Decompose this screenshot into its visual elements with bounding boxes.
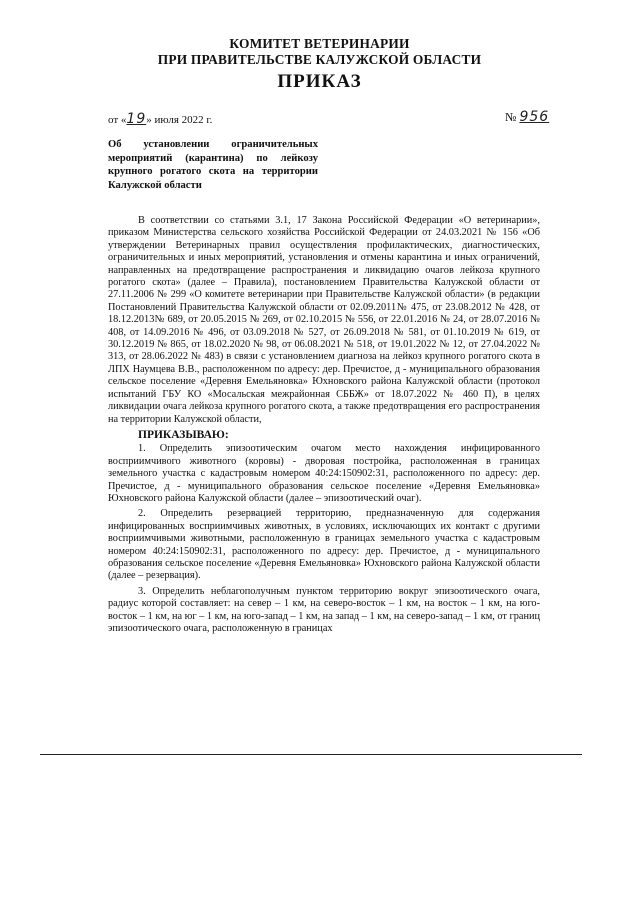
order-word: ПРИКАЗЫВАЮ: (138, 428, 229, 441)
number-prefix: № (505, 110, 520, 124)
order-item: 1. Определить эпизоотическим очагом место нахождения инфицированного восприимчивого животного (коровы) - дворовая постройка, расположенная в границах земельного участка с кадастровым номером 40:24:150902:31, расположенного по адресу: дер. Пречистое, д - муниципального образования сельское поселение «Деревня Емельяновка» Юхновского района Калужской области (далее – эпизоотический очаг). (108, 443, 540, 504)
order-date (108, 111, 212, 127)
order-item: 3. Определить неблагополучным пунктом территорию вокруг эпизоотического очага, радиус которой составляет: на север – 1 км, на северо-восток – 1 км, на восток – 1 км, на юго-восток – 1 км, на юг – 1 км, на юго-запад – 1 км, на запад – 1 км, на северо-запад – 1 км, от границ эпизоотического очага, расположенную в границах (108, 585, 540, 634)
page-divider-line (40, 754, 582, 755)
preamble-paragraph: В соответствии со статьями 3.1, 17 Закона Российской Федерации «О ветеринарии», приказом Министерства сельского хозяйства Российской Федерации от 24.03.2021 № 156 «Об утверждении Ветеринарных правил осуществления профилактических, диагностических, ограничительных и иных мероприятий, установления и отмены карантина и иных ограничений, направленных на предотвращение распространения и ликвидацию очагов лейкоза крупного рогатого скота» (далее – Правила), постановлением Правительства Калужской области от 27.11.2006 № 299 «О комитете ветеринарии при Правительстве Калужской области» (в редакции Постановлений Правительства Калужской области от 02.09.2011№ 475, от 23.08.2012 № 428, от 18.12.2013№ 689, от 20.05.2015 № 269, от 02.10.2015 № 556, от 22.01.2016 № 24, от 28.07.2016 № 408, от 14.09.2016 № 496, от 03.09.2018 № 527, от 26.09.2018 № 581, от 01.10.2019 № 619, от 30.12.2019 № 865, от 18.02.2020 № 98, от 06.08.2021 № 518, от 19.01.2022 № 12, от 27.04.2022 № 313, от 28.06.2022 № 483) в связи с установлением диагноза на лейкоз крупного рогатого скота в ЛПХ Наумцева В.В., расположенном по адресу: дер. Пречистое, д - муниципального образования сельское поселение «Деревня Емельяновка» Юхновского района Калужской области (протокол испытаний ГБУ КО «Мосальская межрайонная СББЖ» от 18.07.2022 № 460 П), в целях ликвидации очага лейкоза крупного рогатого скота, а также предотвращения его распространения на территории Калужской области, (108, 215, 540, 425)
header-government: ПРИ ПРАВИТЕЛЬСТВЕ КАЛУЖСКОЙ ОБЛАСТИ (157, 52, 482, 67)
order-body (108, 215, 540, 638)
number-handwritten: 956 (519, 109, 550, 125)
order-number (505, 109, 549, 125)
date-suffix: » июля 2022 г. (146, 114, 213, 126)
date-prefix: от « (108, 114, 127, 126)
date-day-handwritten: 19 (126, 111, 147, 127)
order-item: 2. Определить резервацией территорию, предназначенную для содержания инфицированных восприимчивых животных, в условиях, исключающих их контакт с другими восприимчивыми животными, расположенную в границах земельного участка с кадастровым номером 40:24:150902:31, расположенного по адресу: дер. Пречистое, д - муниципального образования сельское поселение «Деревня Емельяновка» Юхновского района Калужской области (далее – резервация). (108, 508, 540, 582)
order-subject: Об установлении ограничительных мероприятий (карантина) по лейкозу крупного рогатого скота на территории Калужской области (108, 139, 318, 191)
document-type-title: ПРИКАЗ (277, 71, 362, 92)
header-committee: КОМИТЕТ ВЕТЕРИНАРИИ (229, 36, 410, 51)
